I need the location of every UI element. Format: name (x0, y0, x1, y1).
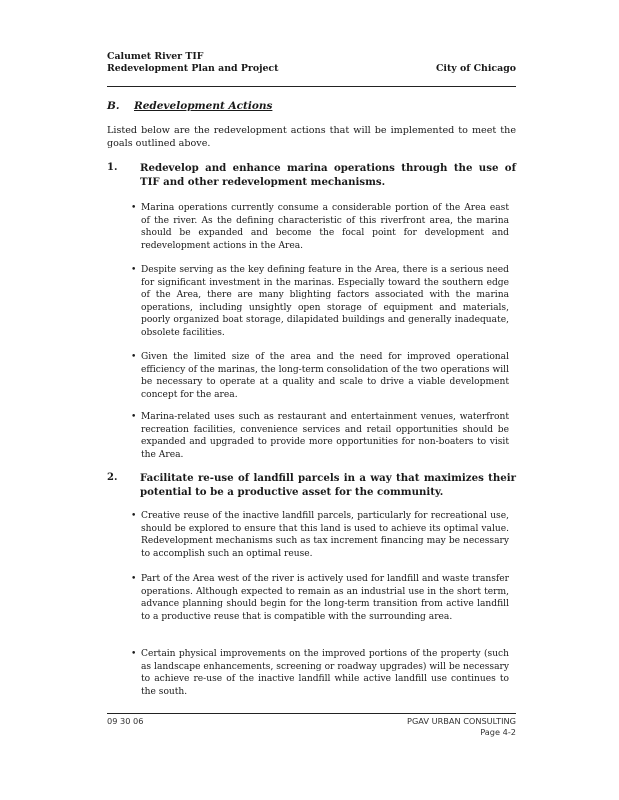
bullet-item (131, 351, 509, 401)
bullet-icon: • (131, 352, 137, 362)
intro-paragraph: Listed below are the redevelopment actions that will be implemented to meet the goals outlined above. (107, 125, 516, 150)
section-heading (107, 100, 272, 112)
action-item-heading: Facilitate re-use of landfill parcels in a way that maximizes their potential to be a productive asset for the community. (140, 472, 516, 498)
section-letter: B. (107, 100, 120, 112)
bullet-item (131, 411, 509, 461)
header-project-name: Calumet River TIF (107, 51, 204, 62)
header-plan-title: Redevelopment Plan and Project (107, 63, 279, 74)
bullet-icon: • (131, 574, 137, 584)
footer-right (407, 716, 516, 738)
action-item-number: 1. (107, 162, 118, 173)
bullet-item (131, 648, 509, 698)
bullet-icon: • (131, 412, 137, 422)
bullet-text: Certain physical improvements on the improved portions of the property (such as landscape enhancements, screening or roadway upgrades) will be necessary to achieve re-use of the inactive landfill while active landfill use continues to the south. (141, 649, 509, 697)
footer-firm: PGAV URBAN CONSULTING (407, 716, 516, 726)
bullet-text: Marina-related uses such as restaurant and entertainment venues, waterfront recreation facilities, convenience services and retail opportunities should be expanded and upgraded to provide more opportunities for non-boaters to visit the Area. (141, 412, 509, 460)
bullet-icon: • (131, 265, 137, 275)
action-item-heading: Redevelop and enhance marina operations through the use of TIF and other redevelopment mechanisms. (140, 162, 516, 188)
action-item-number: 2. (107, 472, 118, 483)
header-rule (107, 86, 516, 87)
header-city: City of Chicago (435, 63, 516, 74)
footer-date: 09 30 06 (107, 716, 144, 726)
bullet-item (131, 202, 509, 252)
section-title: Redevelopment Actions (134, 100, 273, 112)
bullet-text: Despite serving as the key defining feature in the Area, there is a serious need for significant investment in the marinas. Especially toward the southern edge of the Area, there are many blighting factors associated with the marina operations, including unsightly open storage of equipment and materials, poorly organized boat storage, dilapidated buildings and generally inadequate, obsolete facilities. (141, 265, 509, 338)
bullet-text: Creative reuse of the inactive landfill parcels, particularly for recreational use, should be explored to ensure that this land is used to achieve its optimal value. Redevelopment mechanisms such as tax increment financing may be necessary to accomplish such an optimal reuse. (141, 511, 509, 559)
bullet-text: Marina operations currently consume a considerable portion of the Area east of the river. As the defining characteristic of this riverfront area, the marina should be expanded and become the focal point for development and redevelopment actions in the Area. (141, 203, 509, 251)
header-project (107, 51, 516, 63)
bullet-item (131, 264, 509, 340)
footer-page-number: Page 4-2 (480, 727, 516, 737)
header-plan-row (107, 63, 516, 75)
bullet-text: Part of the Area west of the river is actively used for landfill and waste transfer operations. Although expected to remain as an industrial use in the short term, advance planning should begin for the long-term transition from active landfill to a productive reuse that is compatible with the surrounding area. (141, 574, 509, 622)
bullet-item (131, 573, 509, 623)
footer-rule (107, 713, 516, 714)
bullet-item (131, 510, 509, 560)
bullet-text: Given the limited size of the area and the need for improved operational efficiency of the marinas, the long-term consolidation of the two operations will be necessary to operate at a quality and scale to drive a viable development concept for the area. (141, 352, 509, 400)
bullet-icon: • (131, 203, 137, 213)
bullet-icon: • (131, 511, 137, 521)
bullet-icon: • (131, 649, 137, 659)
